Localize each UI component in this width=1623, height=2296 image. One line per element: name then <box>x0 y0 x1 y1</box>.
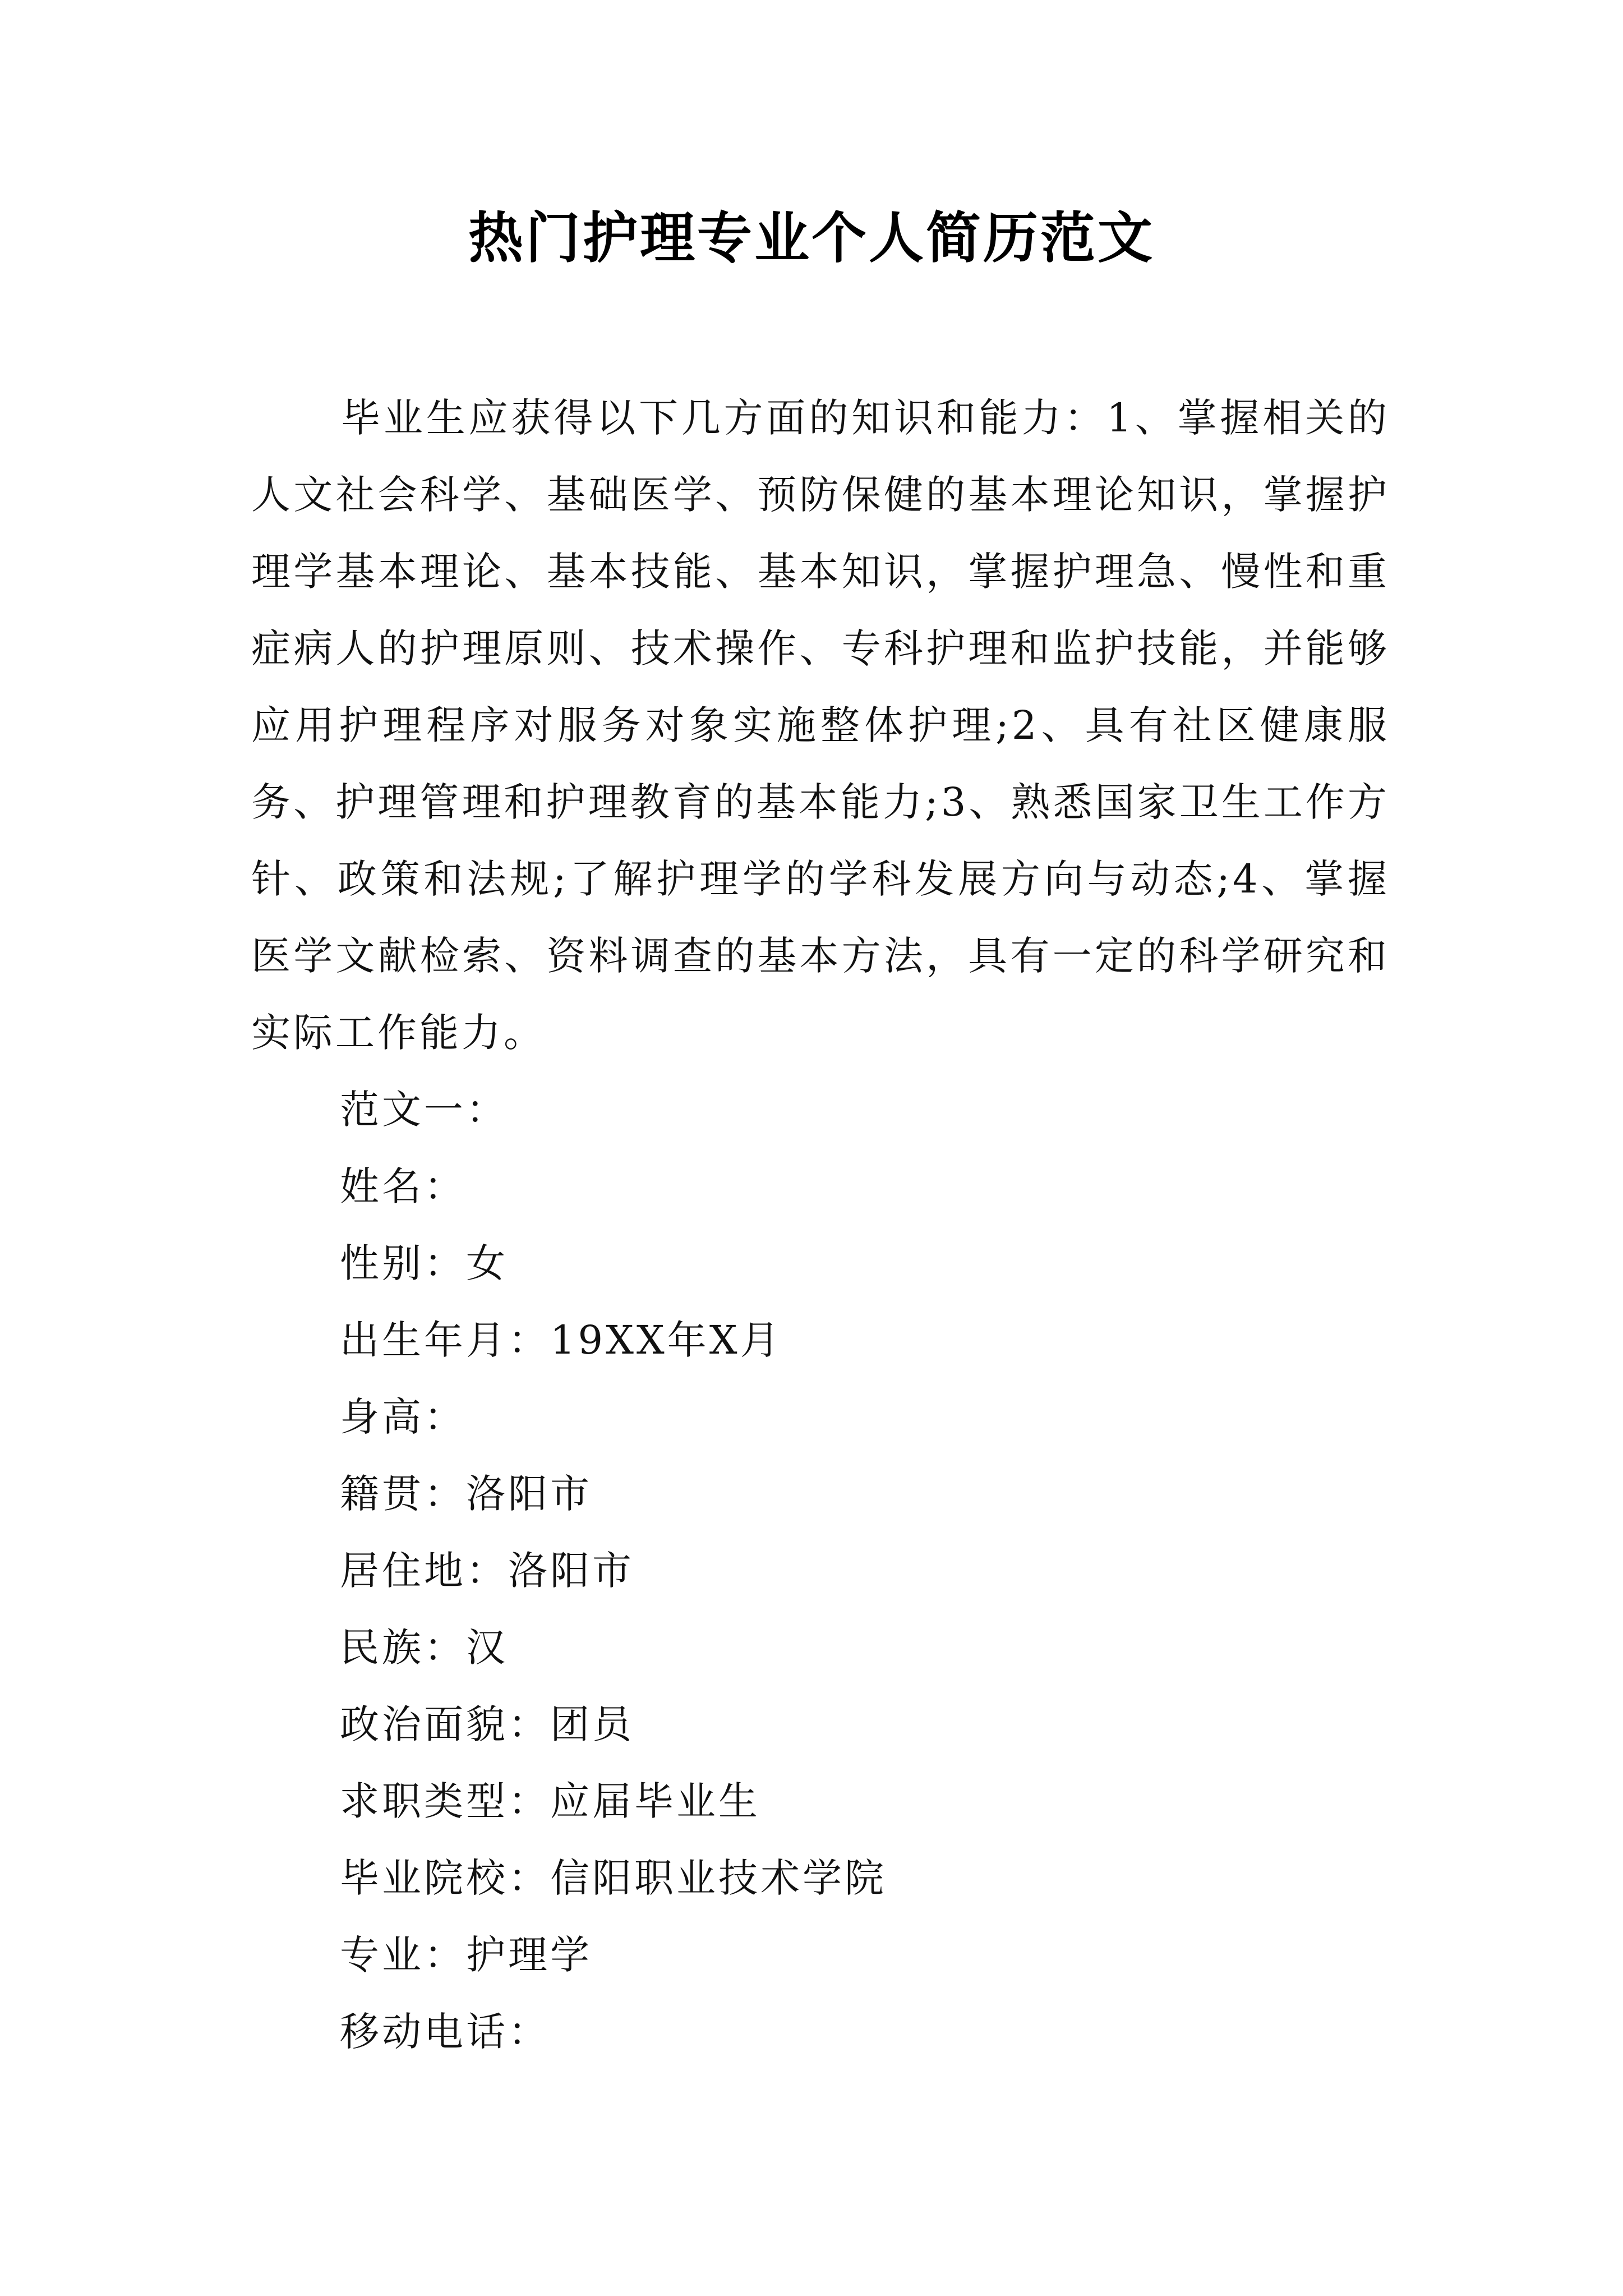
field-major: 专业：护理学 <box>340 1932 592 1978</box>
document-body <box>251 380 1390 2070</box>
field-height: 身高： <box>340 1394 466 1440</box>
field-political-status: 政治面貌：团员 <box>340 1701 634 1747</box>
intro-paragraph: 毕业生应获得以下几方面的知识和能力：1、掌握相关的人文社会科学、基础医学、预防保健的基本理论知识，掌握护理学基本理论、基本技能、基本知识，掌握护理急、慢性和重症病人的护理原则、技术操作、专科护理和监护技能，并能够应用护理程序对服务对象实施整体护理;2、具有社区健康服务、护理管理和护理教育的基本能力;3、熟悉国家卫生工作方针、政策和法规;了解护理学的学科发展方向与动态;4、掌握医学文献检索、资料调查的基本方法，具有一定的科学研究和实际工作能力。 <box>251 395 1390 1056</box>
field-native-place: 籍贯：洛阳市 <box>340 1471 592 1517</box>
document-title: 热门护理专业个人简历范文 <box>468 206 1155 270</box>
field-mobile-phone: 移动电话： <box>340 2009 550 2055</box>
resume-field-list <box>251 1071 1390 2070</box>
field-school: 毕业院校：信阳职业技术学院 <box>340 1855 887 1901</box>
field-residence: 居住地：洛阳市 <box>340 1548 634 1594</box>
field-ethnicity: 民族：汉 <box>340 1625 508 1671</box>
field-gender: 性别：女 <box>340 1240 508 1286</box>
field-birth-date: 出生年月：19XX年X月 <box>340 1317 782 1363</box>
sample-heading: 范文一： <box>340 1087 508 1133</box>
field-job-type: 求职类型：应届毕业生 <box>340 1778 760 1824</box>
field-name: 姓名： <box>340 1163 466 1209</box>
